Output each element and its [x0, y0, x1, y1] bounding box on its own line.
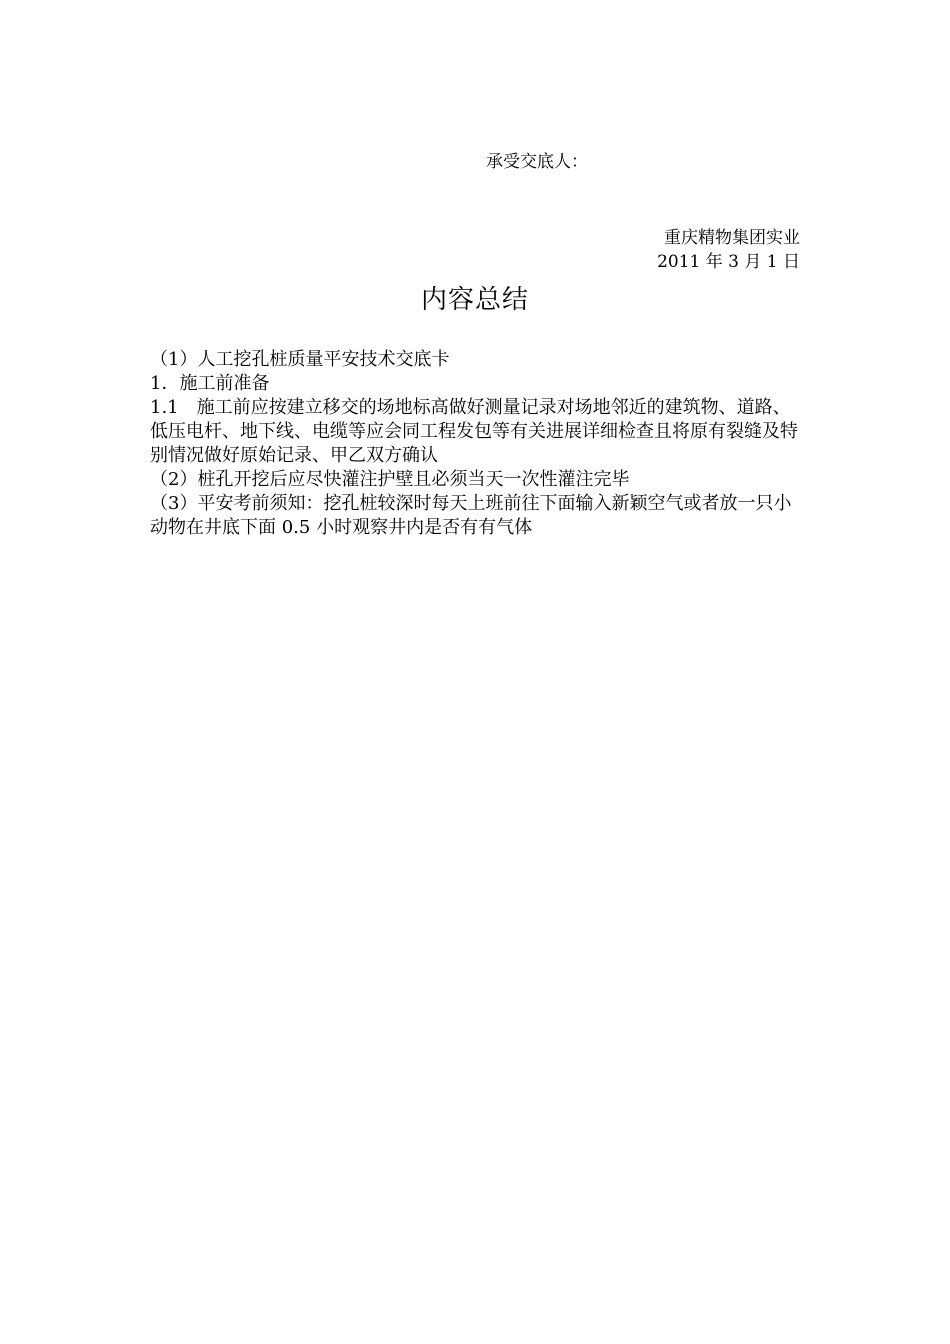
- signature-block: [657, 226, 800, 274]
- company-name: 重庆精物集团实业: [664, 228, 800, 248]
- signature-date: 2011 年 3 月 1 日: [657, 252, 800, 272]
- paragraph-safety: （3）平安考前须知：挖孔桩较深时每天上班前往下面输入新颖空气或者放一只小动物在井底下面 0.5 小时观察井内是否有有气体: [150, 493, 792, 538]
- paragraph-section-heading: 1．施工前准备: [150, 373, 270, 394]
- summary-title: 内容总结: [420, 285, 529, 315]
- summary-body: [150, 348, 806, 540]
- paragraph-preparation: 1.1 施工前应按建立移交的场地标高做好测量记录对场地邻近的建筑物、道路、低压电杆、地下线、电缆等应会同工程发包等有关进展详细检查且将原有裂缝及特别情况做好原始记录、甲乙双方确认: [150, 397, 798, 466]
- recipient-label: 承受交底人：: [486, 152, 588, 172]
- paragraph-pouring: （2）桩孔开挖后应尽快灌注护壁且必须当天一次性灌注完毕: [150, 469, 630, 490]
- paragraph-card-title: （1）人工挖孔桩质量平安技术交底卡: [150, 349, 450, 370]
